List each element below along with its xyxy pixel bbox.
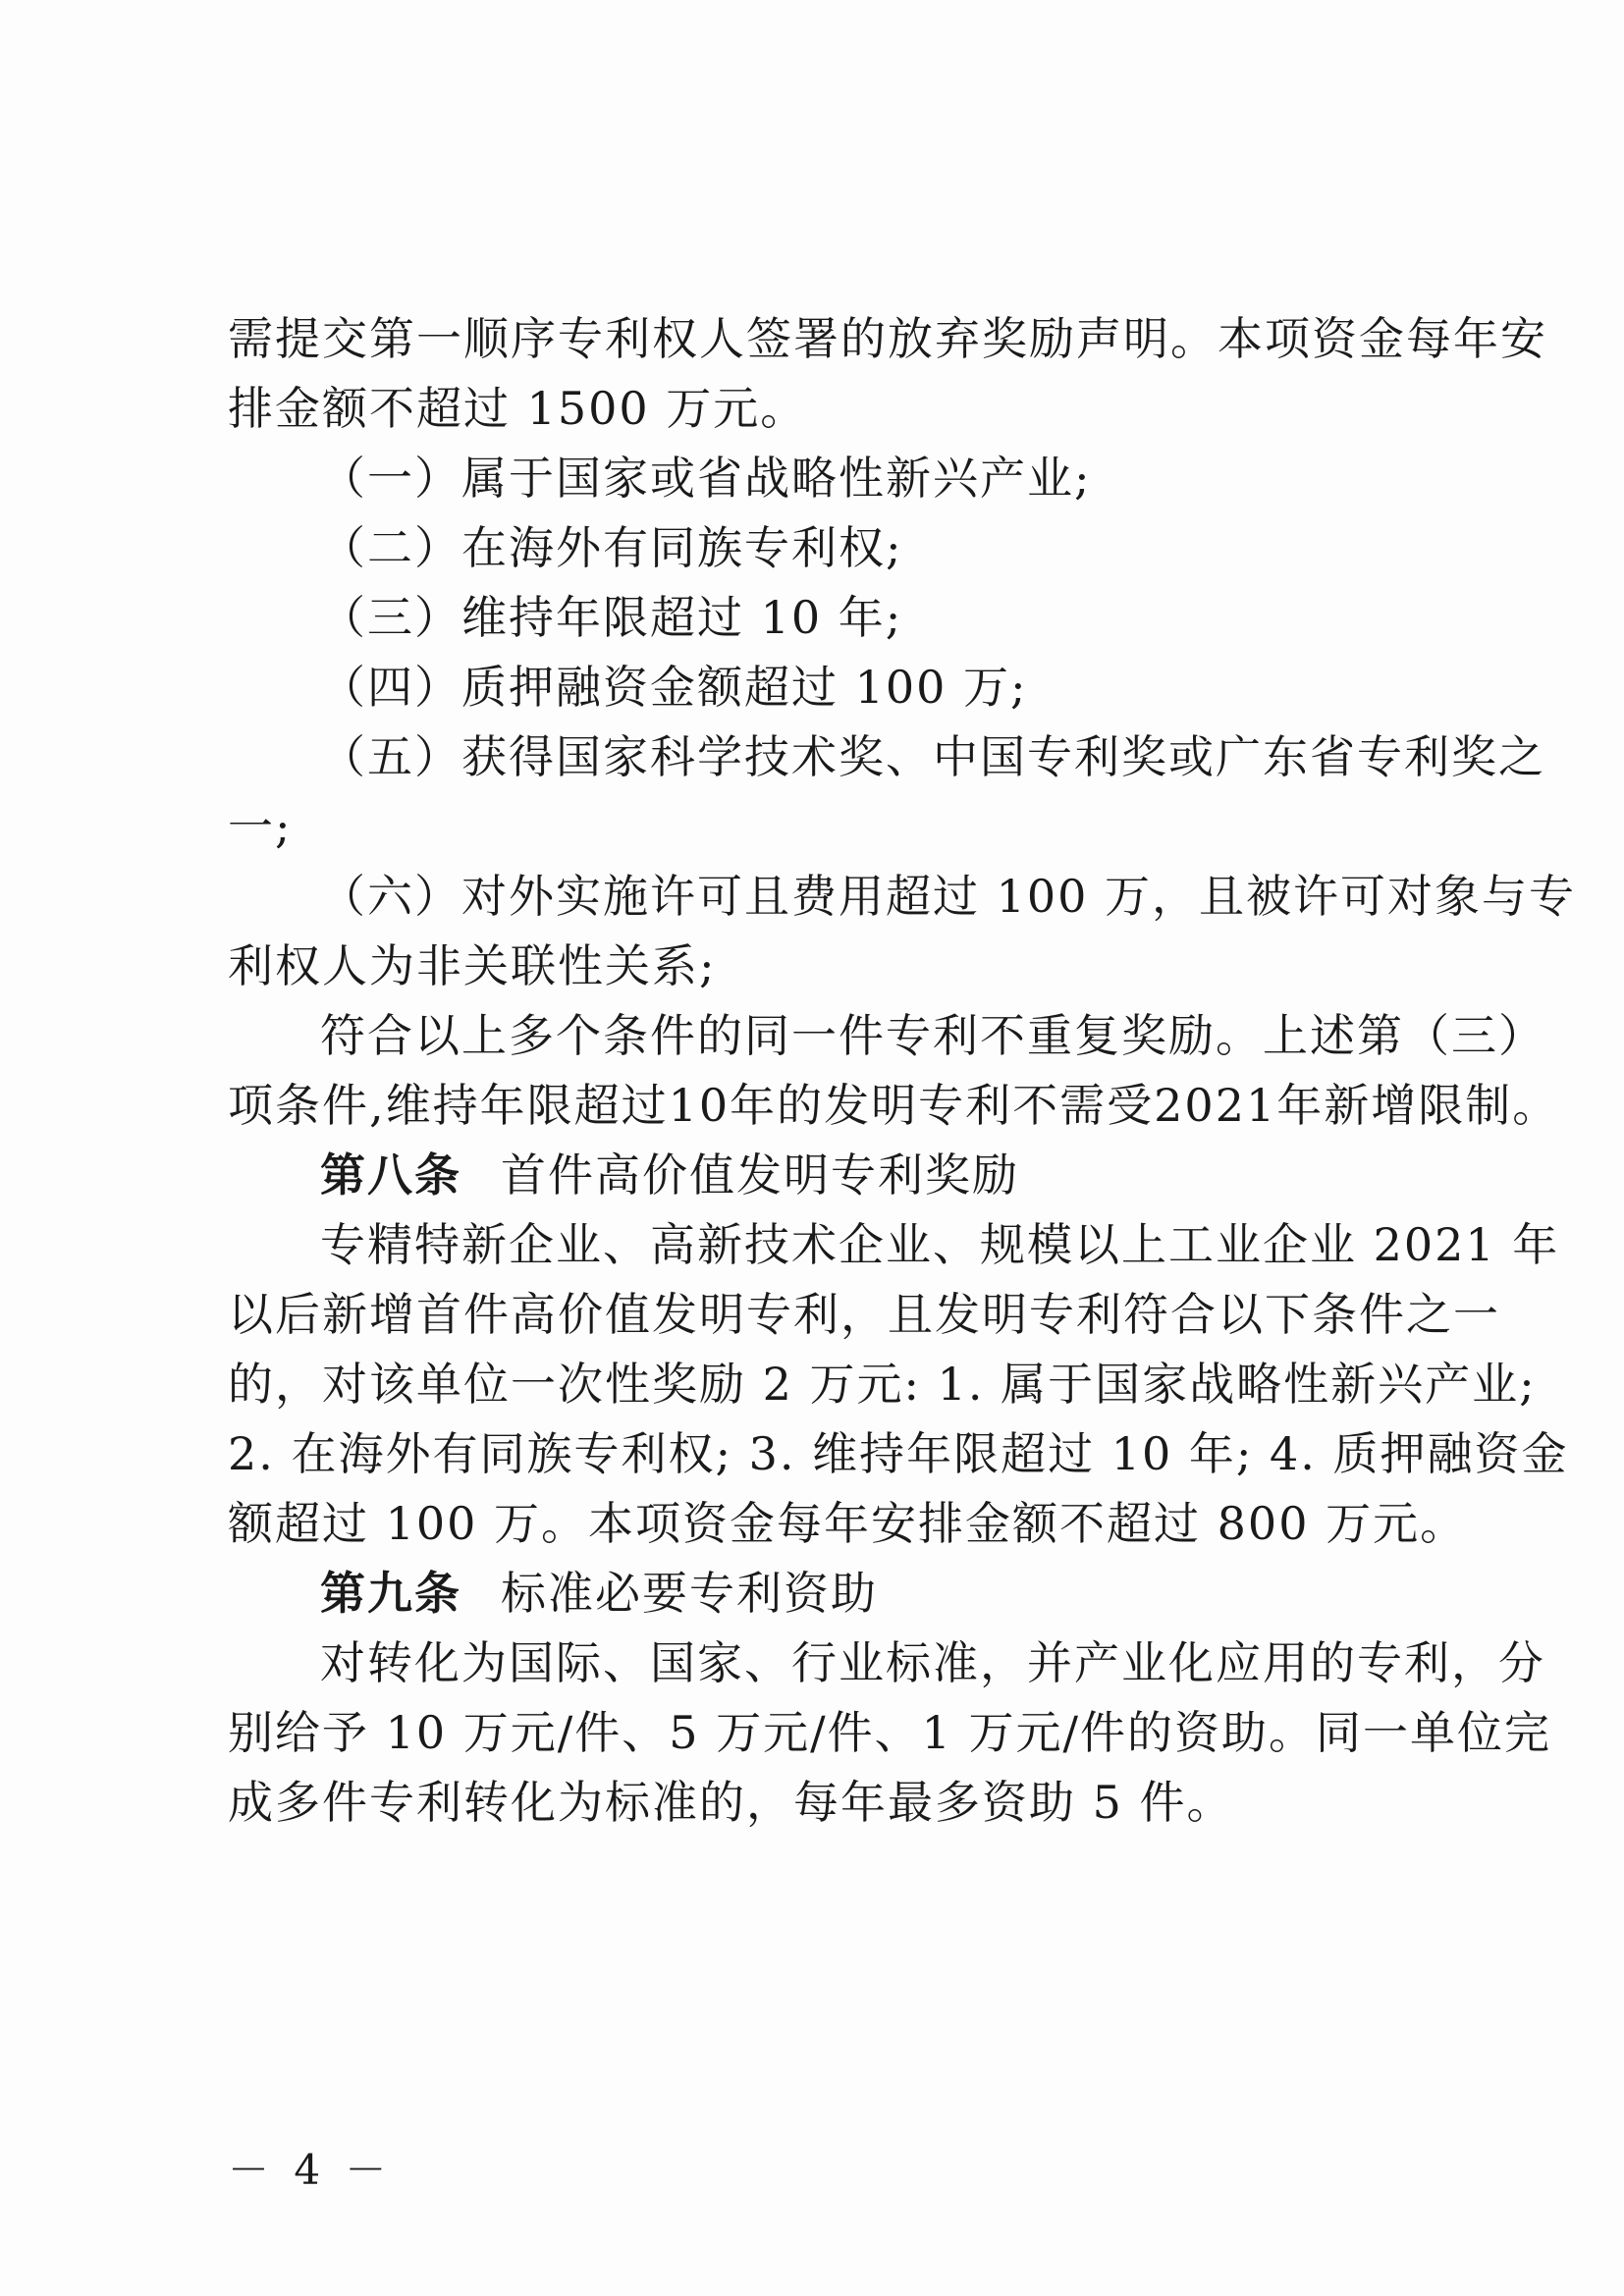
article-title: 首件高价值发明专利奖励 [501,1148,1019,1201]
text-line: 一; [228,800,293,853]
list-item: （六）对外实施许可且费用超过 100 万，且被许可对象与专 [320,870,1577,923]
list-item: （四）质押融资金额超过 100 万; [320,661,1028,714]
paragraph-line: 对转化为国际、国家、行业标准，并产业化应用的专利，分 [320,1636,1545,1689]
text-line: 以后新增首件高价值发明专利，且发明专利符合以下条件之一 [228,1288,1500,1341]
list-item: （三）维持年限超过 10 年; [320,591,903,644]
paragraph-line: 符合以上多个条件的同一件专利不重复奖励。上述第（三） [320,1009,1545,1062]
article-heading [228,1559,1434,1629]
article-label: 第八条 [320,1148,461,1201]
text-line: 2. 在海外有同族专利权; 3. 维持年限超过 10 年; 4. 质押融资金 [228,1427,1569,1480]
text-line: 别给予 10 万元/件、5 万元/件、1 万元/件的资助。同一单位完 [228,1706,1552,1759]
text-line: 项条件,维持年限超过10年的发明专利不需受2021年新增限制。 [228,1079,1560,1132]
page-number: － 4 － [228,2146,393,2194]
text-line: 需提交第一顺序专利权人签署的放弃奖励声明。本项资金每年安 [228,312,1547,365]
text-line: 利权人为非关联性关系; [228,939,717,992]
article-heading [228,1141,1434,1210]
list-item: （二）在海外有同族专利权; [320,521,903,574]
list-item: （五）获得国家科学技术奖、中国专利奖或广东省专利奖之 [320,730,1545,783]
article-label: 第九条 [320,1567,461,1620]
text-line: 成多件专利转化为标准的，每年最多资助 5 件。 [228,1776,1234,1829]
article-title: 标准必要专利资助 [501,1567,878,1620]
text-line: 额超过 100 万。本项资金每年安排金额不超过 800 万元。 [228,1497,1468,1550]
document-body [228,304,1577,1838]
text-line: 排金额不超过 1500 万元。 [228,382,808,435]
list-item: （一）属于国家或省战略性新兴产业; [320,452,1092,505]
text-line: 的，对该单位一次性奖励 2 万元: 1. 属于国家战略性新兴产业; [228,1358,1537,1411]
paragraph-line: 专精特新企业、高新技术企业、规模以上工业企业 2021 年 [320,1218,1560,1271]
